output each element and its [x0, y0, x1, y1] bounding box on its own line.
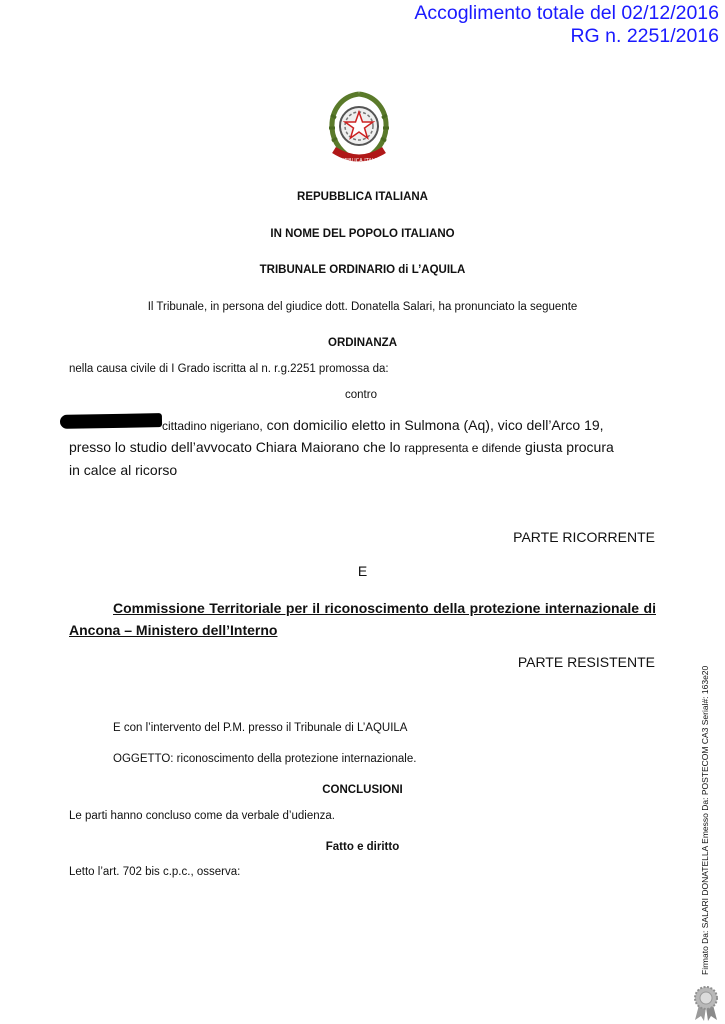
claimant-citizenship: cittadino nigeriano, [162, 419, 263, 433]
e-label: E [357, 563, 368, 579]
italian-republic-emblem-icon [322, 88, 396, 168]
decision-stamp-line2: RG n. 2251/2016 [570, 25, 719, 47]
claimant-line3: in calce al ricorso [69, 462, 178, 478]
court-heading: TRIBUNALE ORDINARIO di L’AQUILA [259, 264, 466, 276]
claimant-lawyer: presso lo studio dell’avvocato Chiara Maiorano che lo [69, 439, 405, 455]
claimant-line1 [162, 414, 604, 438]
oggetto-text: OGGETTO: riconoscimento della protezione internazionale. [113, 753, 417, 765]
contro-label: contro [345, 389, 377, 401]
digital-signature-sidebar: Firmato Da: SALARI DONATELLA Emesso Da: POSTECOM CA3 Serial#: 163e20 [700, 665, 710, 975]
people-heading: IN NOME DEL POPOLO ITALIANO [270, 228, 455, 240]
parte-resistente-label: PARTE RESISTENTE [517, 654, 655, 670]
redaction-bar [60, 413, 162, 429]
claimant-line2 [69, 436, 614, 460]
conclusioni-text: Le parti hanno concluso come da verbale d’udienza. [69, 810, 335, 822]
intro-text: Il Tribunale, in persona del giudice dott. Donatella Salari, ha pronunciato la seguente [147, 301, 578, 313]
conclusioni-title: CONCLUSIONI [322, 784, 403, 796]
certificate-seal-icon [690, 985, 722, 1021]
claimant-domicile: con domicilio eletto in Sulmona (Aq), vico dell’Arco 19, [262, 417, 604, 433]
intervention-text: E con l’intervento del P.M. presso il Tribunale di L’AQUILA [113, 722, 408, 734]
decision-stamp-line1: Accoglimento totale del 02/12/2016 [414, 2, 719, 24]
claimant-represents: rappresenta e difende [404, 441, 522, 455]
emblem-motto: REPUBBLICA ITALIANA [331, 158, 387, 164]
respondent-name: Commissione Territoriale per il riconoscimento della protezione internazionale di Ancona – Ministero dell’Interno [69, 600, 656, 638]
parte-ricorrente-label: PARTE RICORRENTE [513, 529, 655, 545]
fatto-title: Fatto e diritto [325, 841, 400, 853]
case-line: nella causa civile di I Grado iscritta al n. r.g.2251 promossa da: [69, 363, 389, 375]
claimant-procura: giusta procura [521, 439, 614, 455]
ordinance-title: ORDINANZA [328, 337, 397, 349]
republic-heading: REPUBBLICA ITALIANA [297, 191, 428, 203]
fatto-text: Letto l’art. 702 bis c.p.c., osserva: [69, 866, 241, 878]
